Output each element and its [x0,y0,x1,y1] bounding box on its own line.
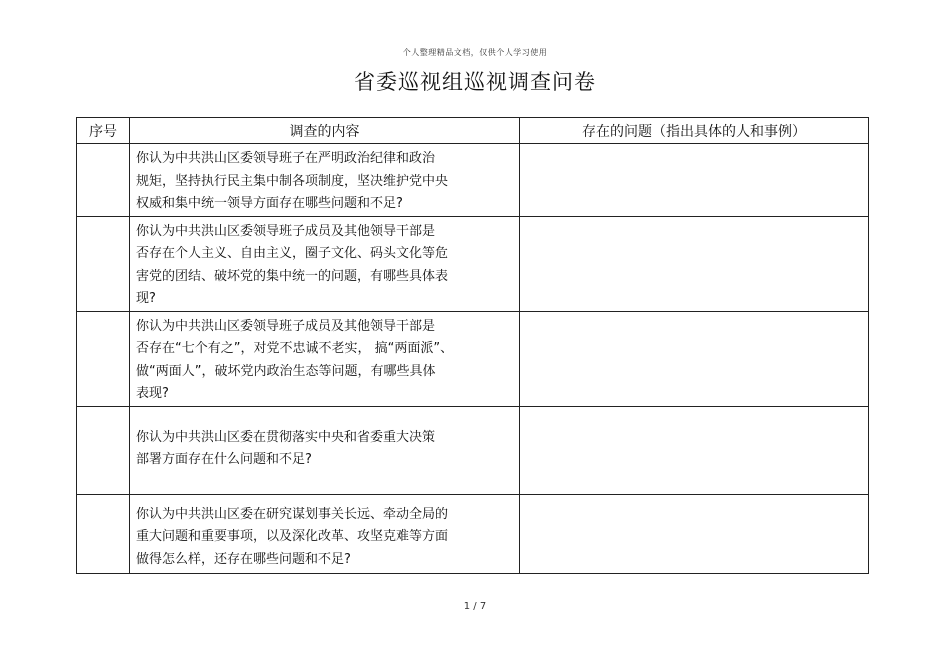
seq-cell[interactable] [77,311,130,406]
seq-cell[interactable] [77,406,130,494]
page-number: 1 / 7 [463,601,487,612]
issue-cell[interactable] [520,216,869,311]
table-row [77,406,869,494]
issue-cell[interactable] [520,406,869,494]
table-row [77,216,869,311]
content-cell [130,311,520,406]
seq-cell[interactable] [77,216,130,311]
question-text: 你认为中共洪山区委领导班子成员及其他领导干部是 否存在个人主义、自由主义，圈子文化、码头文化等危 害党的团结、破坏党的集中统一的问题，有哪些具体表 现? [136,223,449,306]
content-cell [130,216,520,311]
issue-cell[interactable] [520,494,869,573]
table-header-row [77,118,869,144]
header-content: 调查的内容 [130,118,520,144]
page-title: 省委巡视组巡视调查问卷 [354,70,596,94]
seq-cell[interactable] [77,494,130,573]
table-row [77,494,869,573]
question-text: 你认为中共洪山区委领导班子成员及其他领导干部是 否存在“七个有之”，对党不忠诚不老实， 搞“两面派”、 做“两面人”，破坏党内政治生态等问题，有哪些具体 表现? [136,318,454,401]
issue-cell[interactable] [520,144,869,217]
header-note: 个人整理精品文档，仅供个人学习使用 [402,48,548,57]
content-cell [130,144,520,217]
header-issue: 存在的问题（指出具体的人和事例） [520,118,869,144]
content-cell [130,494,520,573]
question-text: 你认为中共洪山区委在研究谋划事关长远、牵动全局的 重大问题和重要事项，以及深化改革、攻坚克难等方面 做得怎么样，还存在哪些问题和不足? [136,506,449,567]
table-row [77,311,869,406]
seq-cell[interactable] [77,144,130,217]
survey-table [76,117,869,574]
content-cell [130,406,520,494]
question-text: 你认为中共洪山区委在贯彻落实中央和省委重大决策 部署方面存在什么问题和不足? [136,429,436,467]
header-seq: 序号 [77,118,130,144]
table-row [77,144,869,217]
issue-cell[interactable] [520,311,869,406]
question-text: 你认为中共洪山区委领导班子在严明政治纪律和政治 规矩，坚持执行民主集中制各项制度，坚决维护党中央 权威和集中统一领导方面存在哪些问题和不足? [136,151,449,211]
